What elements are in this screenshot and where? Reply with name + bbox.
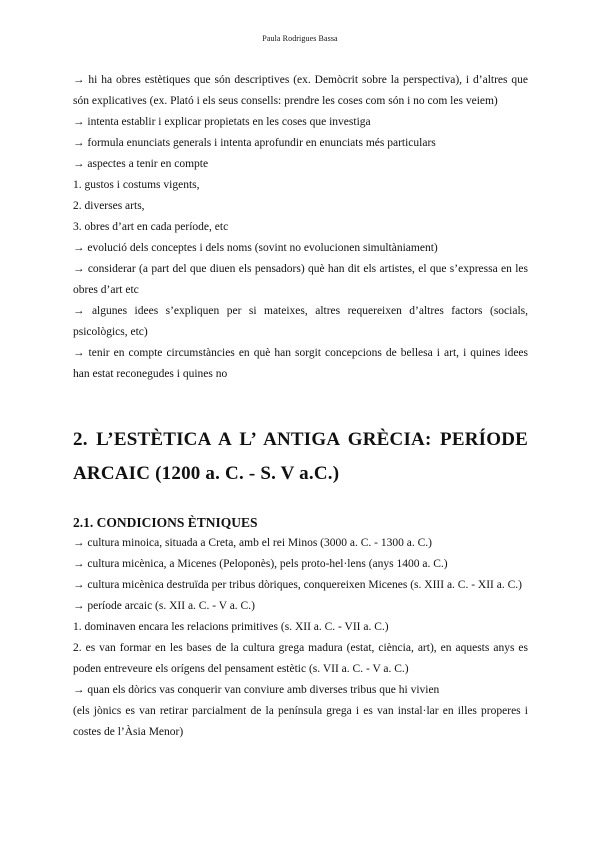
- intro-line: → formula enunciats generals i intenta aprofundir en enunciats més particulars: [73, 137, 436, 149]
- intro-paragraph: → algunes idees s’expliquen per si mateixes, altres requereixen d’altres factors (socials, psicològics, etc): [73, 305, 528, 338]
- intro-paragraph: → hi ha obres estètiques que són descriptives (ex. Demòcrit sobre la perspectiva), i d’altres que són explicatives (ex. Plató i els seus consells: prendre les coses com són i no com les veiem): [73, 74, 528, 107]
- subsection-paragraph: (els jònics es van retirar parcialment de la península grega i es van instal·lar en illes properes i costes de l’Àsia Menor): [73, 705, 528, 738]
- document-body: [73, 70, 528, 743]
- intro-line: 3. obres d’art en cada període, etc: [73, 221, 229, 233]
- intro-line: → intenta establir i explicar propietats en les coses que investiga: [73, 116, 371, 128]
- subsection-line: → període arcaic (s. XII a. C. - V a. C.): [73, 600, 255, 612]
- intro-line: → aspectes a tenir en compte: [73, 158, 209, 170]
- subsection-line: 1. dominaven encara les relacions primitives (s. XII a. C. - VII a. C.): [73, 621, 389, 633]
- intro-line: → evolució dels conceptes i dels noms (sovint no evolucionen simultàniament): [73, 242, 438, 254]
- subsection-line: → cultura minoica, situada a Creta, amb el rei Minos (3000 a. C. - 1300 a. C.): [73, 537, 432, 549]
- subsection-line: → cultura micènica, a Micenes (Peloponès), pels proto-hel·lens (anys 1400 a. C.): [73, 558, 448, 570]
- subsection-paragraph: 2. es van formar en les bases de la cultura grega madura (estat, ciència, art), en aquests anys es poden entreveure els orígens del pensament estètic (s. VII a. C. - V a. C.): [73, 642, 528, 675]
- intro-paragraph: → considerar (a part del que diuen els pensadors) què han dit els artistes, el que s’expressa en les obres d’art etc: [73, 263, 528, 296]
- intro-paragraph: → tenir en compte circumstàncies en què han sorgit concepcions de bellesa i art, i quines idees han estat reconegudes i quines no: [73, 347, 528, 380]
- subsection-heading: 2.1. CONDICIONS ÈTNIQUES: [73, 515, 258, 530]
- intro-line: 1. gustos i costums vigents,: [73, 179, 200, 191]
- intro-line: 2. diverses arts,: [73, 200, 145, 212]
- page-header-author: Paula Rodrigues Bassa: [262, 34, 338, 43]
- subsection-paragraph: → cultura micènica destruïda per tribus dòriques, conquereixen Micenes (s. XIII a. C. - XII a. C.): [73, 579, 522, 591]
- section-heading: 2. L’ESTÈTICA A L’ ANTIGA GRÈCIA: PERÍODE ARCAIC (1200 a. C. - S. V a.C.): [73, 429, 528, 484]
- subsection-line: → quan els dòrics vas conquerir van conviure amb diverses tribus que hi vivien: [73, 684, 440, 696]
- subsection-list: [73, 533, 528, 743]
- intro-list: [73, 70, 528, 385]
